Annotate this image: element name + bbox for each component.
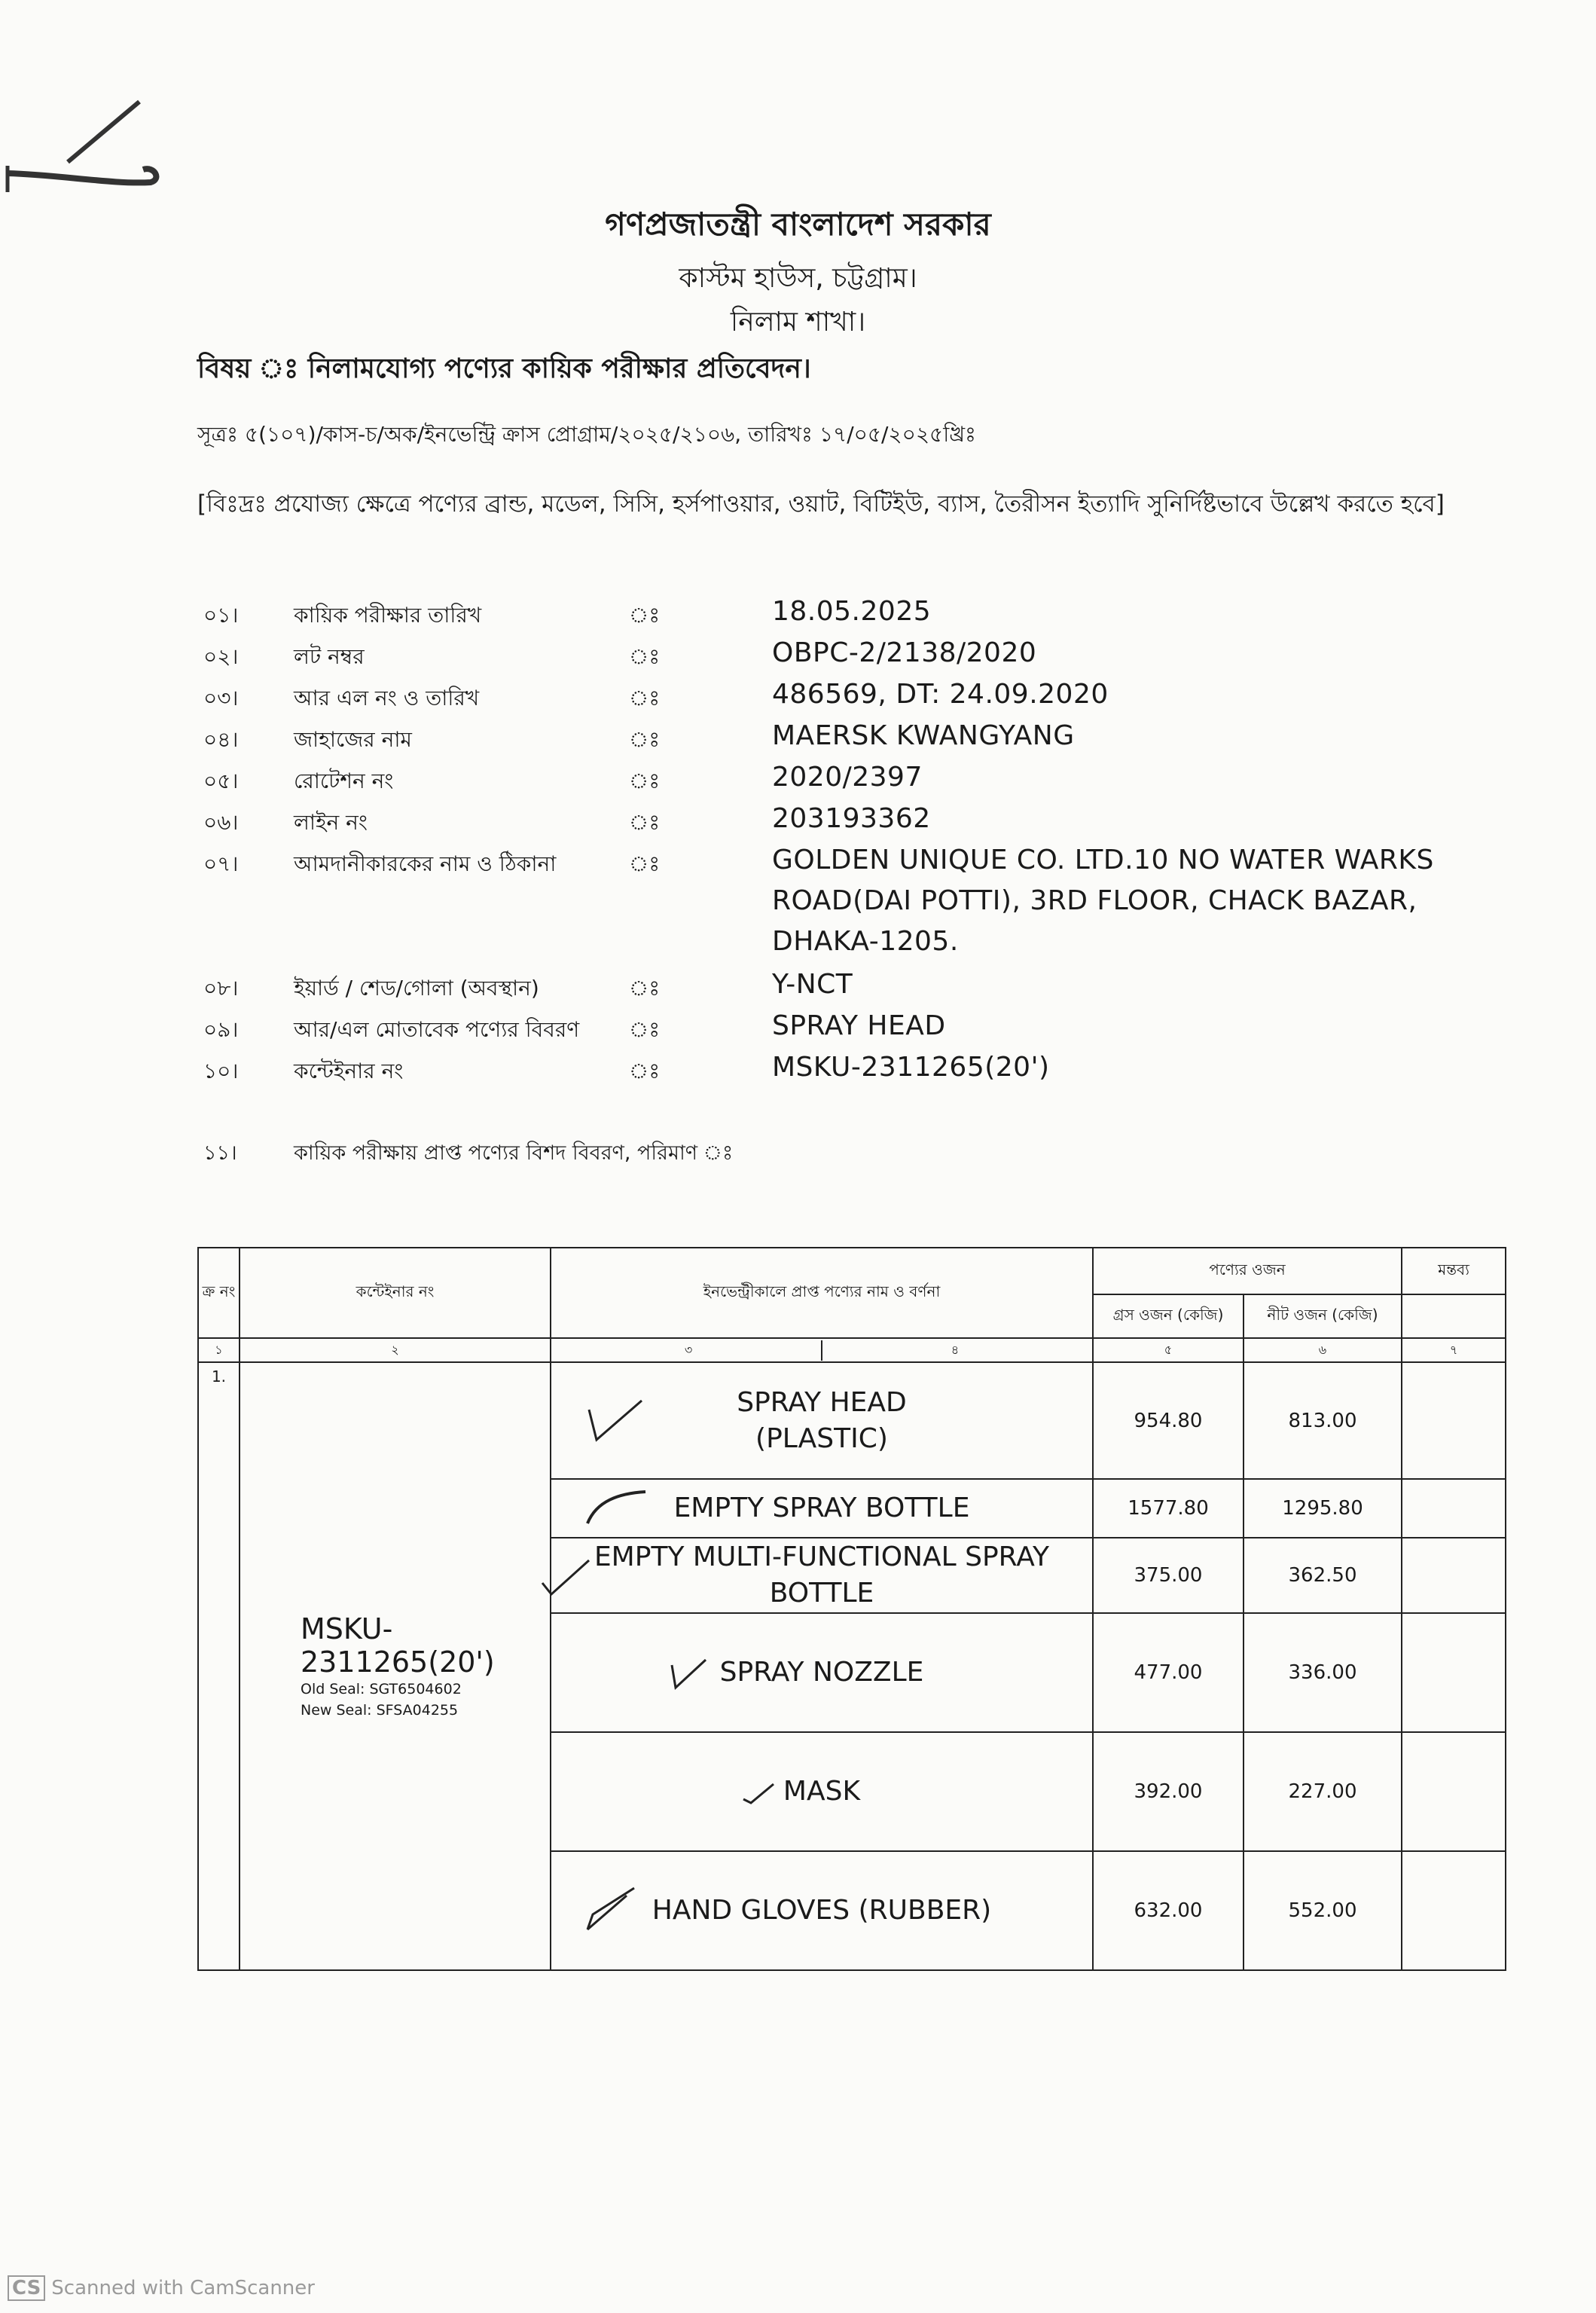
new-seal: New Seal: SFSA04255 bbox=[301, 1701, 459, 1719]
field-colon: ঃ bbox=[629, 810, 661, 835]
document-title: গণপ্রজাতন্ত্রী বাংলাদেশ সরকার bbox=[605, 206, 991, 243]
header-weight: পণ্যের ওজন bbox=[1093, 1248, 1402, 1294]
gross-weight: 632.00 bbox=[1093, 1851, 1244, 1970]
header-container: কন্টেইনার নং bbox=[240, 1248, 551, 1338]
goods-description bbox=[551, 1613, 1093, 1732]
goods-line: MASK bbox=[783, 1776, 861, 1807]
camscanner-logo: CS bbox=[8, 2275, 45, 2301]
remarks-cell bbox=[1402, 1538, 1506, 1613]
field-label: আমদানীকারকের নাম ও ঠিকানা bbox=[294, 851, 557, 876]
field-label: আর/এল মোতাবেক পণ্যের বিবরণ bbox=[294, 1017, 580, 1042]
reference-line: সূত্রঃ ৫(১০৭)/কাস-চ/অক/ইনভেন্ট্রি ক্রাস প্রোগ্রাম/২০২৫/২১০৬, তারিখঃ ১৭/০৫/২০২৫খ্রিঃ bbox=[197, 422, 976, 447]
goods-description bbox=[551, 1538, 1093, 1613]
field-label: আর এল নং ও তারিখ bbox=[294, 686, 480, 710]
field-label: ইয়ার্ড / শেড/গোলা (অবস্থান) bbox=[294, 976, 539, 1001]
address-line: DHAKA-1205. bbox=[772, 926, 959, 957]
field-value: 18.05.2025 bbox=[772, 596, 932, 627]
gross-weight: 375.00 bbox=[1093, 1538, 1244, 1613]
inventory-table bbox=[197, 1247, 1506, 1971]
staple-mark bbox=[0, 90, 181, 211]
net-weight: 552.00 bbox=[1244, 1851, 1402, 1970]
goods-line: EMPTY MULTI-FUNCTIONAL SPRAY bbox=[594, 1541, 1050, 1572]
goods-line: HAND GLOVES (RUBBER) bbox=[652, 1895, 992, 1926]
field-colon: ঃ bbox=[629, 851, 661, 876]
scanner-watermark bbox=[8, 2275, 315, 2301]
field-colon: ঃ bbox=[629, 768, 661, 793]
address-line: GOLDEN UNIQUE CO. LTD.10 NO WATER WARKS bbox=[772, 845, 1434, 875]
field-label: কন্টেইনার নং bbox=[294, 1059, 404, 1083]
item-11-label: কায়িক পরীক্ষায় প্রাপ্ত পণ্যের বিশদ বিবরণ, পরিমাণ ঃ bbox=[294, 1141, 734, 1165]
net-weight: 813.00 bbox=[1244, 1362, 1402, 1479]
column-index-4: ৪ bbox=[951, 1342, 960, 1357]
check-mark-icon bbox=[664, 1654, 710, 1691]
goods-description bbox=[551, 1362, 1093, 1479]
header-remarks: মন্তব্য bbox=[1402, 1248, 1506, 1294]
column-index: ১ bbox=[198, 1338, 240, 1362]
goods-line: SPRAY HEAD bbox=[737, 1386, 907, 1418]
header-goods: ইনভেন্ট্রীকালে প্রাপ্ত পণ্যের নাম ও বর্ণনা bbox=[551, 1248, 1093, 1338]
field-value: 2020/2397 bbox=[772, 762, 923, 793]
gross-weight: 1577.80 bbox=[1093, 1479, 1244, 1538]
field-value: Y-NCT bbox=[772, 969, 853, 1000]
container-number: MSKU-2311265(20') bbox=[301, 1612, 495, 1679]
field-value: MAERSK KWANGYANG bbox=[772, 720, 1075, 751]
column-index: ৬ bbox=[1244, 1338, 1402, 1362]
field-number: ০৩। bbox=[203, 686, 239, 710]
field-colon: ঃ bbox=[629, 603, 661, 628]
goods-line: EMPTY SPRAY BOTTLE bbox=[673, 1493, 970, 1523]
gross-weight: 954.80 bbox=[1093, 1362, 1244, 1479]
net-weight: 362.50 bbox=[1244, 1538, 1402, 1613]
remarks-cell bbox=[1402, 1479, 1506, 1538]
branch-name: নিলাম শাখা। bbox=[730, 307, 866, 338]
field-label: কায়িক পরীক্ষার তারিখ bbox=[294, 603, 482, 628]
field-number: ০১। bbox=[203, 603, 239, 628]
goods-description bbox=[551, 1732, 1093, 1851]
old-seal: Old Seal: SGT6504602 bbox=[301, 1680, 462, 1697]
field-label: জাহাজের নাম bbox=[294, 727, 412, 752]
header-gross: গ্রস ওজন (কেজি) bbox=[1093, 1294, 1244, 1338]
watermark-text: Scanned with CamScanner bbox=[51, 2277, 315, 2299]
remarks-cell bbox=[1402, 1851, 1506, 1970]
check-mark-icon bbox=[581, 1395, 649, 1447]
row-serial: 1. bbox=[198, 1362, 240, 1970]
gross-weight: 477.00 bbox=[1093, 1613, 1244, 1732]
net-weight: 1295.80 bbox=[1244, 1479, 1402, 1538]
check-mark-icon bbox=[536, 1553, 604, 1598]
field-number: ০৫। bbox=[203, 768, 239, 793]
field-number: ০৮। bbox=[203, 976, 239, 1001]
field-colon: ঃ bbox=[629, 1017, 661, 1042]
office-name: কাস্টম হাউস, চট্টগ্রাম। bbox=[679, 263, 917, 294]
importer-address bbox=[772, 840, 1495, 962]
note-text: [বিঃদ্রঃ প্রযোজ্য ক্ষেত্রে পণ্যের ব্রান্ড, মডেল, সিসি, হর্সপাওয়ার, ওয়াট, বিটিইউ, ব্যাস, তৈরীসন ইত্যাদি সুনির্দিষ্টভাবে উল্লেখ করতে হবে] bbox=[197, 490, 1445, 518]
goods-description bbox=[551, 1479, 1093, 1538]
field-value: OBPC-2/2138/2020 bbox=[772, 637, 1037, 668]
field-colon: ঃ bbox=[629, 686, 661, 710]
table-row bbox=[198, 1362, 1506, 1479]
net-weight: 227.00 bbox=[1244, 1732, 1402, 1851]
check-mark-icon bbox=[740, 1777, 777, 1807]
field-label: রোটেশন নং bbox=[294, 768, 394, 793]
container-cell bbox=[240, 1362, 551, 1970]
check-mark-icon bbox=[581, 1884, 642, 1937]
goods-line: BOTTLE bbox=[769, 1578, 874, 1609]
column-index-3: ৩ bbox=[556, 1340, 822, 1361]
field-label: লট নম্বর bbox=[294, 644, 365, 669]
gross-weight: 392.00 bbox=[1093, 1732, 1244, 1851]
field-number: ০৯। bbox=[203, 1017, 239, 1042]
field-colon: ঃ bbox=[629, 644, 661, 669]
remarks-cell bbox=[1402, 1732, 1506, 1851]
check-mark-icon bbox=[581, 1486, 649, 1531]
field-number: ১০। bbox=[203, 1059, 239, 1083]
net-weight: 336.00 bbox=[1244, 1613, 1402, 1732]
goods-description bbox=[551, 1851, 1093, 1970]
header-serial: ক্র নং bbox=[198, 1248, 240, 1338]
goods-line: SPRAY NOZZLE bbox=[719, 1657, 924, 1688]
field-number: ০৪। bbox=[203, 727, 239, 752]
field-value: SPRAY HEAD bbox=[772, 1010, 946, 1041]
remarks-cell bbox=[1402, 1613, 1506, 1732]
subject-line: বিষয় ঃ নিলামযোগ্য পণ্যের কায়িক পরীক্ষার প্রতিবেদন। bbox=[197, 353, 811, 384]
column-index bbox=[551, 1338, 1093, 1362]
header-remarks-blank bbox=[1402, 1294, 1506, 1338]
item-11-number: ১১। bbox=[203, 1141, 237, 1165]
field-colon: ঃ bbox=[629, 1059, 661, 1083]
field-value: MSKU-2311265(20') bbox=[772, 1052, 1050, 1083]
column-index: ৫ bbox=[1093, 1338, 1244, 1362]
field-number: ০৭। bbox=[203, 851, 239, 876]
field-label: লাইন নং bbox=[294, 810, 368, 835]
address-line: ROAD(DAI POTTI), 3RD FLOOR, CHACK BAZAR, bbox=[772, 885, 1417, 916]
field-value: 203193362 bbox=[772, 803, 931, 834]
field-colon: ঃ bbox=[629, 976, 661, 1001]
field-number: ০২। bbox=[203, 644, 239, 669]
column-index: ৭ bbox=[1402, 1338, 1506, 1362]
field-number: ০৬। bbox=[203, 810, 239, 835]
field-colon: ঃ bbox=[629, 727, 661, 752]
column-index: ২ bbox=[240, 1338, 551, 1362]
field-value: 486569, DT: 24.09.2020 bbox=[772, 679, 1109, 710]
header-net: নীট ওজন (কেজি) bbox=[1244, 1294, 1402, 1338]
goods-line: (PLASTIC) bbox=[755, 1422, 888, 1454]
remarks-cell bbox=[1402, 1362, 1506, 1479]
